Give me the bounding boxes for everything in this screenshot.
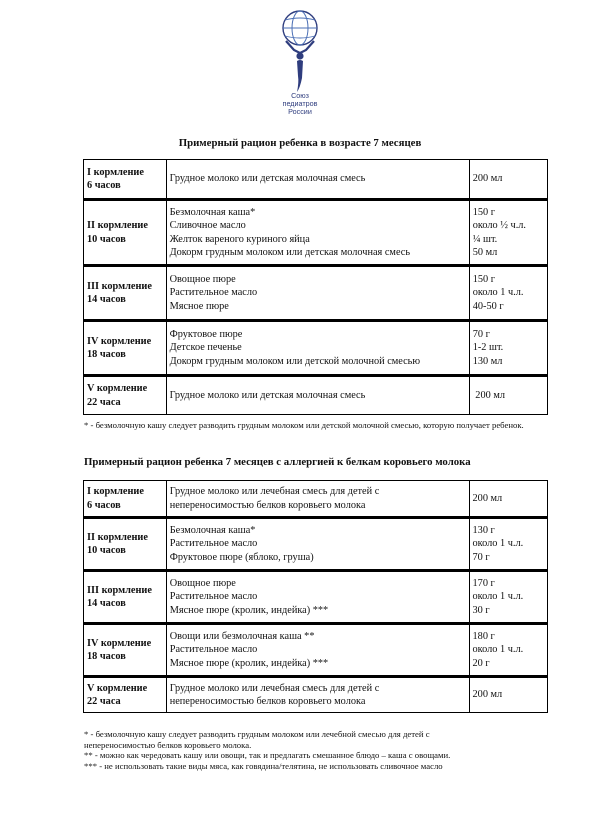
- food-cell: Грудное молоко или лечебная смесь для детей с непереносимостью белков коровьего молока: [167, 676, 470, 713]
- meal-cell: III кормление 14 часов: [84, 570, 167, 623]
- table-row: [84, 480, 548, 517]
- meal-cell: I кормление 6 часов: [84, 159, 167, 199]
- amount-cell: 150 г около 1 ч.л. 40-50 г: [470, 265, 548, 320]
- food-cell: Овощное пюре Растительное масло Мясное пюре (кролик, индейка) ***: [167, 570, 470, 623]
- meal-cell: II кормление 10 часов: [84, 199, 167, 265]
- food-cell: Овощное пюре Растительное масло Мясное пюре: [167, 265, 470, 320]
- logo-line: Союз: [291, 91, 309, 100]
- amount-cell: 150 г около ½ ч.л. ¼ шт. 50 мл: [470, 199, 548, 265]
- table-row: [84, 676, 548, 713]
- table-row: [84, 375, 548, 415]
- table2-footnotes: [84, 729, 546, 771]
- footnote-line: * - безмолочную кашу следует разводить грудным молоком или лечебной смесью для детей с: [84, 729, 430, 739]
- table-row: [84, 570, 548, 623]
- food-cell: Фруктовое пюре Детское печенье Докорм грудным молоком или детской молочной смесью: [167, 320, 470, 375]
- meal-cell: III кормление 14 часов: [84, 265, 167, 320]
- food-cell: Грудное молоко или лечебная смесь для детей с непереносимостью белков коровьего молока: [167, 480, 470, 517]
- table-row: [84, 517, 548, 570]
- table-row: [84, 199, 548, 265]
- amount-cell: 200 мл: [470, 159, 548, 199]
- footnote-line: непереносимостью белков коровьего молока.: [84, 739, 252, 750]
- logo-line: России: [288, 107, 312, 117]
- amount-cell: 200 мл: [470, 480, 548, 517]
- amount-cell: 200 мл: [470, 676, 548, 713]
- amount-cell: 200 мл: [470, 375, 548, 415]
- diet-table-2: [83, 480, 548, 713]
- amount-cell: 180 г около 1 ч.л. 20 г: [470, 623, 548, 676]
- table1-footnote: * - безмолочную кашу следует разводить грудным молоком или детской молочной смесью, которую получает ребенок.: [84, 420, 524, 430]
- food-cell: Грудное молоко или детская молочная смесь: [167, 375, 470, 415]
- food-cell: Овощи или безмолочная каша ** Растительное масло Мясное пюре (кролик, индейка) ***: [167, 623, 470, 676]
- footnote-line: ** - можно как чередовать кашу или овощи, так и предлагать смешанное блюдо – каша с овощами.: [84, 750, 451, 761]
- amount-cell: 130 г около 1 ч.л. 70 г: [470, 517, 548, 570]
- food-cell: Грудное молоко или детская молочная смесь: [167, 159, 470, 199]
- meal-cell: V кормление 22 часа: [84, 676, 167, 713]
- logo-caption: [262, 92, 338, 117]
- logo-line: педиатров: [282, 99, 318, 109]
- meal-cell: V кормление 22 часа: [84, 375, 167, 415]
- amount-cell: 70 г 1-2 шт. 130 мл: [470, 320, 548, 375]
- table1-title: Примерный рацион ребенка в возрасте 7 месяцев: [178, 137, 422, 149]
- meal-cell: IV кормление 18 часов: [84, 320, 167, 375]
- table-row: [84, 623, 548, 676]
- meal-cell: II кормление 10 часов: [84, 517, 167, 570]
- footnote-line: *** - не использовать такие виды мяса, как говядина/телятина, не использовать сливочное масло: [84, 760, 443, 771]
- table-row: [84, 159, 548, 199]
- food-cell: Безмолочная каша* Растительное масло Фруктовое пюре (яблоко, груша): [167, 517, 470, 570]
- amount-cell: 170 г около 1 ч.л. 30 г: [470, 570, 548, 623]
- diet-table-1: [83, 159, 548, 415]
- table-row: [84, 265, 548, 320]
- food-cell: Безмолочная каша* Сливочное масло Желток вареного куриного яйца Докорм грудным молоком или детская молочная смесь: [167, 199, 470, 265]
- meal-cell: IV кормление 18 часов: [84, 623, 167, 676]
- meal-cell: I кормление 6 часов: [84, 480, 167, 517]
- table-row: [84, 320, 548, 375]
- table2-title: Примерный рацион ребенка 7 месяцев с аллергией к белкам коровьего молока: [84, 456, 471, 468]
